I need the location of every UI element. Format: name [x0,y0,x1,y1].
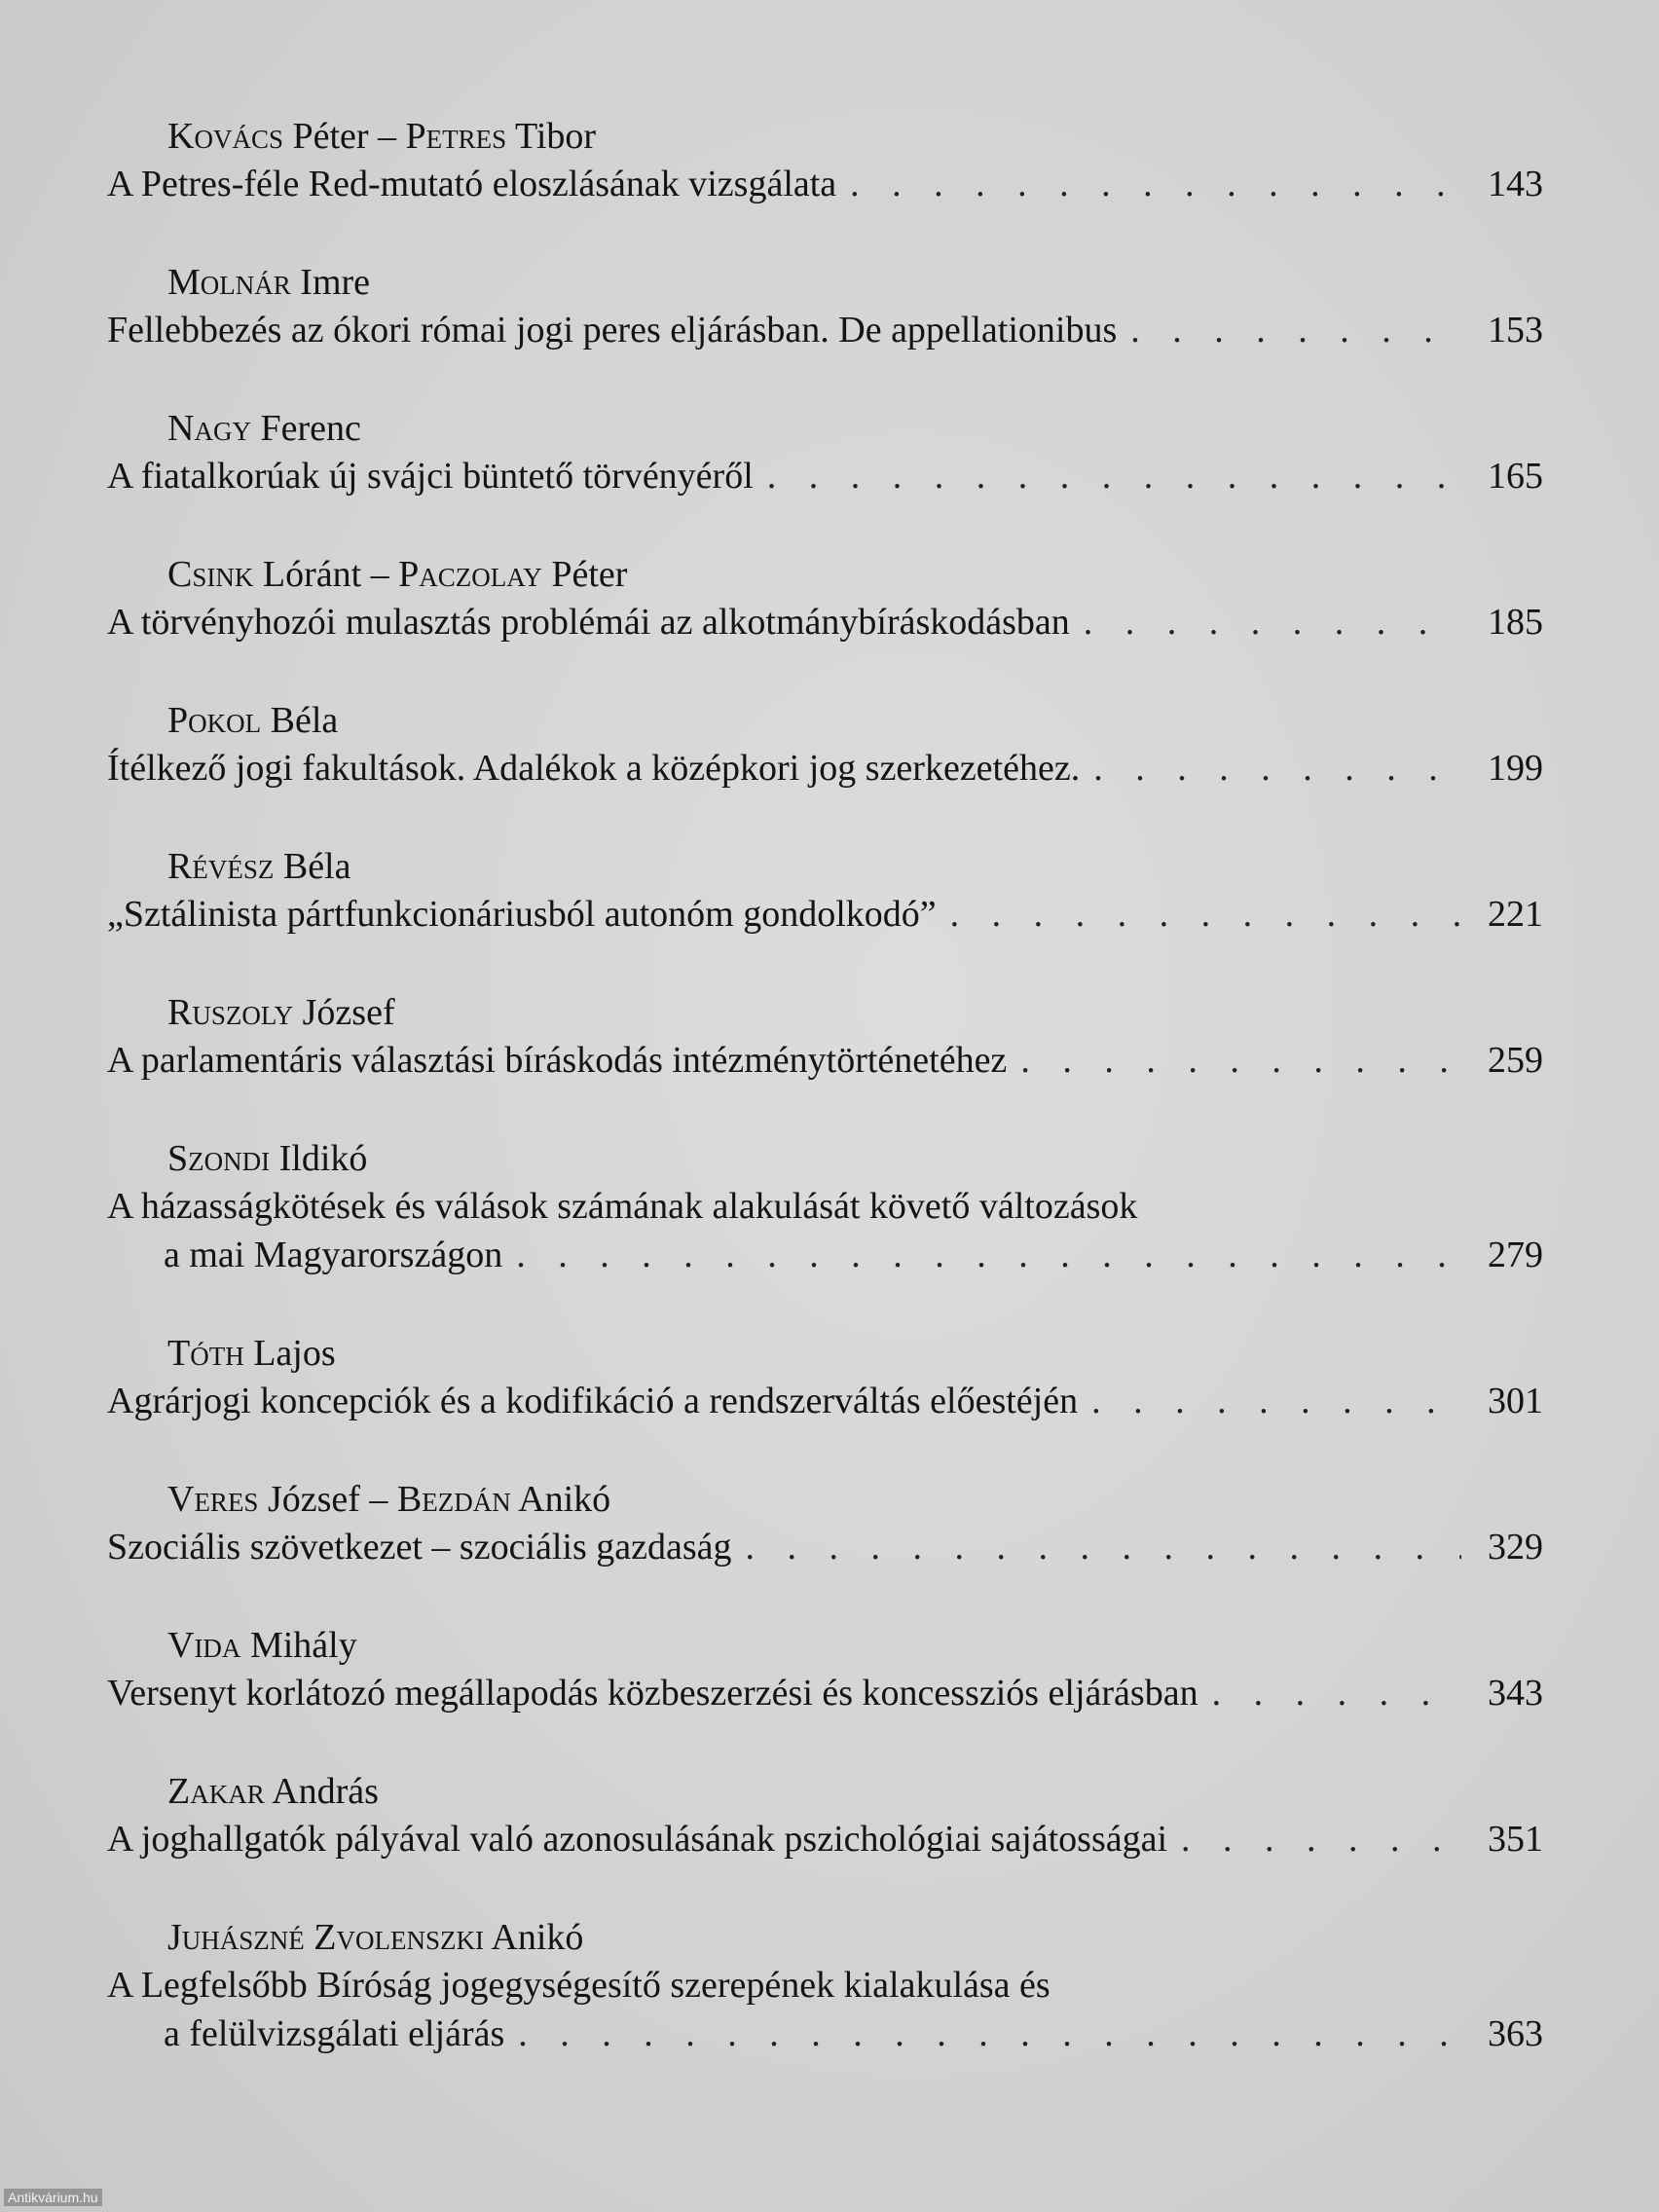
entry-author [167,553,627,596]
toc-entry [107,1760,1543,1906]
author-given-name: Imre [290,262,371,303]
entry-title: Szociális szövetkezet – szociális gazdaság [107,1527,732,1567]
page-number: 329 [1488,1527,1543,1567]
dot-leader [950,892,1461,937]
page-number: 199 [1488,748,1543,789]
author-surname: Zakar [167,1771,265,1812]
entry-title: a mai Magyarországon [164,1235,503,1275]
entry-author [167,1916,583,1959]
entry-title-line [107,1525,1543,1569]
dot-leader [1084,600,1461,645]
page-number: 301 [1488,1381,1543,1421]
entry-title-line [107,454,1543,498]
entry-title: A Legfelsőbb Bíróság jogegységesítő szerepének kialakulása és [107,1965,1051,2006]
dot-leader [518,2011,1461,2056]
entry-author [167,699,338,742]
page-number: 363 [1488,2013,1543,2054]
page-number: 221 [1488,894,1543,935]
dot-leader [1130,308,1461,352]
entry-title-line [107,1671,1543,1715]
entry-author [167,1770,379,1813]
dot-leader [516,1233,1461,1277]
entry-title: A Petres-féle Red-mutató eloszlásának vizsgálata [107,164,837,204]
entry-title-line [164,2011,1543,2056]
author-given-name: Ferenc [250,408,361,449]
dot-leader [1181,1817,1461,1862]
page-number: 279 [1488,1235,1543,1275]
entry-author [167,1478,610,1521]
entry-author [167,115,596,158]
entry-title: A törvényhozói mulasztás problémái az alkotmánybíráskodásban [107,602,1070,643]
author-given-name: Péter [541,554,628,595]
toc-entry [107,251,1543,397]
toc-entry [107,1906,1543,2101]
toc-entry [107,1468,1543,1614]
toc-entry [107,543,1543,689]
page-number: 259 [1488,1040,1543,1081]
author-given-name: József – [258,1479,397,1520]
author-surname: Szondi [167,1138,271,1179]
dot-leader [767,454,1461,498]
author-surname: Molnár [167,262,291,303]
entry-title: A joghallgatók pályával való azonosulásának pszichológiai sajátosságai [107,1819,1168,1860]
author-surname: Tóth [167,1333,244,1374]
entry-title-line [107,1038,1543,1083]
entry-title: A parlamentáris választási bíráskodás intézménytörténetéhez [107,1040,1008,1081]
entry-author [167,845,350,888]
author-surname: Bezdán [396,1479,511,1520]
entry-title-line [107,1379,1543,1423]
page-number: 185 [1488,602,1543,643]
entry-title: Fellebbezés az ókori római jogi peres eljárásban. De appellationibus [107,310,1118,350]
watermark: Antikvárium.hu [4,2189,102,2206]
toc-entry [107,397,1543,543]
entry-author [167,1137,367,1180]
author-given-name: Péter – [282,116,406,157]
toc-entry [107,105,1543,251]
entry-title-line [164,1233,1543,1277]
author-surname: Ruszoly [167,992,294,1033]
entry-title: Agrárjogi koncepciók és a kodifikáció a rendszerváltás előestéjén [107,1381,1079,1421]
entry-title-line [107,746,1543,791]
author-given-name: Tibor [506,116,597,157]
dot-leader [746,1525,1461,1569]
author-surname: Paczolay [398,554,542,595]
entry-title: A fiatalkorúak új svájci büntető törvényéről [107,456,754,497]
table-of-contents [107,105,1543,2101]
author-given-name: Béla [261,700,339,741]
entry-title-line [107,1184,1543,1229]
entry-title: A házasságkötések és válások számának alakulását követő változások [107,1186,1138,1227]
entry-author [167,1332,336,1375]
author-given-name: Ildikó [270,1138,368,1179]
page-number: 165 [1488,456,1543,497]
dot-leader [1020,1038,1461,1083]
author-given-name: András [264,1771,379,1812]
entry-title-line [107,600,1543,645]
author-given-name: Béla [274,846,351,887]
page-number: 143 [1488,164,1543,204]
toc-entry [107,1614,1543,1760]
author-given-name: Anikó [510,1479,611,1520]
entry-author [167,991,395,1034]
author-given-name: Mihály [240,1625,357,1666]
toc-entry [107,689,1543,835]
author-surname: Pokol [167,700,262,741]
author-surname: Juhászné Zvolenszki [167,1917,484,1958]
author-surname: Nagy [167,408,251,449]
entry-title-line [107,1817,1543,1862]
author-surname: Csink [167,554,254,595]
author-surname: Veres [167,1479,259,1520]
page-number: 351 [1488,1819,1543,1860]
dot-leader [850,162,1461,206]
dot-leader [1212,1671,1461,1715]
entry-title: Ítélkező jogi fakultások. Adalékok a középkori jog szerkezetéhez. [107,748,1081,789]
page-number: 153 [1488,310,1543,350]
author-surname: Petres [405,116,507,157]
author-surname: Vida [167,1625,241,1666]
entry-author [167,261,370,304]
author-given-name: Lajos [243,1333,336,1374]
author-given-name: Anikó [483,1917,584,1958]
author-surname: Kovács [167,116,283,157]
entry-author [167,407,361,450]
entry-title: a felülvizsgálati eljárás [164,2013,505,2054]
entry-author [167,1624,357,1667]
dot-leader [1091,1379,1461,1423]
entry-title-line [107,892,1543,937]
entry-title: „Sztálinista pártfunkcionáriusból autonóm gondolkodó” [107,894,937,935]
entry-title-line [107,308,1543,352]
toc-entry [107,1322,1543,1468]
author-surname: Révész [167,846,275,887]
page-number: 343 [1488,1673,1543,1714]
dot-leader [1093,746,1461,791]
toc-entry [107,1127,1543,1322]
toc-entry [107,835,1543,981]
entry-title: Versenyt korlátozó megállapodás közbeszerzési és koncessziós eljárásban [107,1673,1198,1714]
entry-title-line [107,162,1543,206]
entry-title-line [107,1963,1543,2008]
toc-entry [107,981,1543,1127]
author-given-name: Lóránt – [253,554,399,595]
author-given-name: József [293,992,395,1033]
